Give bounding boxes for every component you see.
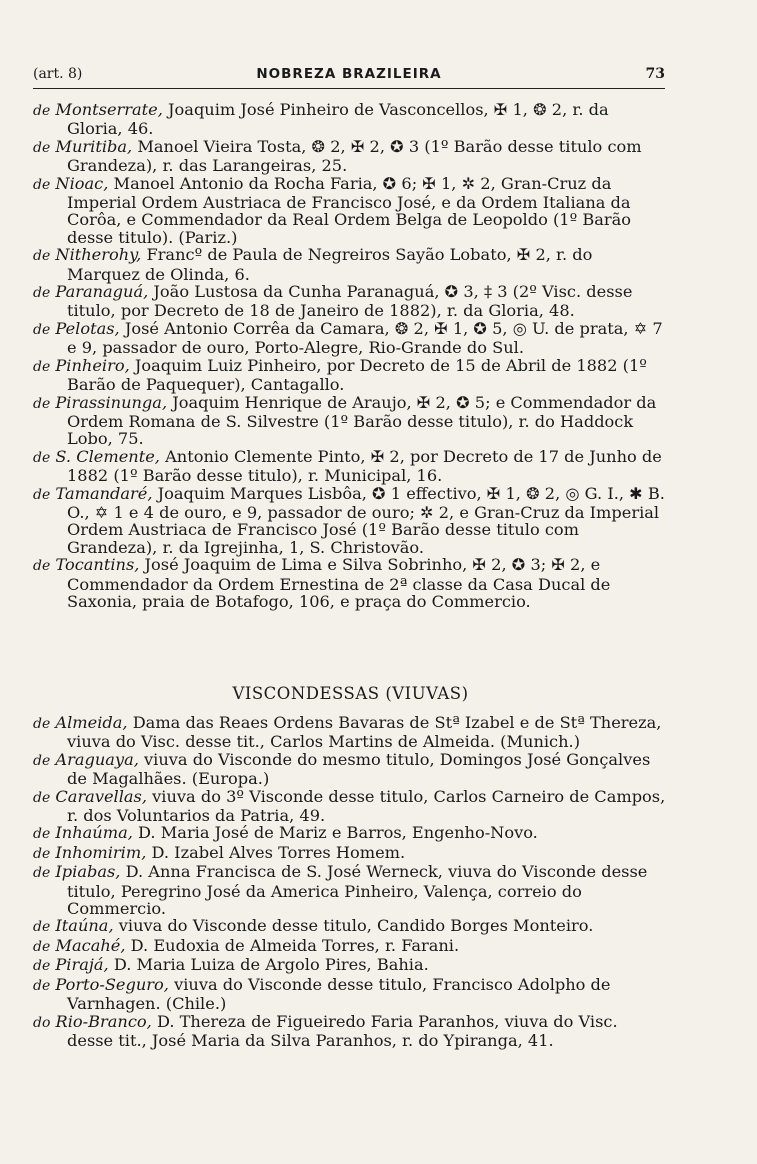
- list-item: de Paranaguá, João Lustosa da Cunha Paranaguá, ✪ 3, ‡ 3 (2º Visc. desse titulo, por Decreto de 18 de Janeiro de 1882), r. da Gloria, 48.: [33, 282, 633, 321]
- viscondes-list: [33, 101, 668, 610]
- list-item: de Caravellas, viuva do 3º Visconde desse titulo, Carlos Carneiro de Campos, r. dos Voluntarios da Patria, 49.: [33, 786, 666, 826]
- header-title: NOBREZA BRAZILEIRA: [256, 66, 442, 82]
- list-item: de Macahé, D. Eudoxia de Almeida Torres, r. Farani.: [33, 935, 460, 955]
- list-item: de S. Clemente, Antonio Clemente Pinto, ✠ 2, por Decreto de 17 de Junho de 1882 (1º Barão desse titulo), r. Municipal, 16.: [33, 446, 662, 486]
- list-item: de Itaúna, viuva do Visconde desse titulo, Candido Borges Monteiro.: [33, 916, 594, 936]
- list-item: de Inhomirim, D. Izabel Alves Torres Homem.: [33, 842, 406, 862]
- list-item: de Nitherohy, Francº de Paula de Negreiros Sayão Lobato, ✠ 2, r. do Marquez de Olinda, 6.: [33, 245, 593, 284]
- list-item: de Tamandaré, Joaquim Marques Lisbôa, ✪ 1 effectivo, ✠ 1, ❂ 2, ◎ G. I., ✱ B. O., ✡ 1 e 4 de ouro, e 9, passador de ouro; ✲ 2, e Gran-Cruz da Imperial Ordem Austriaca de Francisco José (1º Barão desse titulo com Grandeza), r. da Igrejinha, 1, S. Christovão.: [33, 483, 665, 557]
- list-item: de Montserrate, Joaquim José Pinheiro de Vasconcellos, ✠ 1, ❂ 2, r. da Gloria, 46.: [33, 100, 609, 139]
- list-item: de Inhaúma, D. Maria José de Mariz e Barros, Engenho-Novo.: [33, 823, 538, 843]
- list-item: de Pelotas, José Antonio Corrêa da Camara, ❂ 2, ✠ 1, ✪ 5, ◎ U. de prata, ✡ 7 e 9, passador de ouro, Porto-Alegre, Rio-Grande do Sul.: [33, 318, 663, 358]
- list-item: de Pinheiro, Joaquim Luiz Pinheiro, por Decreto de 15 de Abril de 1882 (1º Barão de Paquequer), Cantagallo.: [33, 355, 647, 395]
- list-item: de Pirassinunga, Joaquim Henrique de Araujo, ✠ 2, ✪ 5; e Commendador da Ordem Romana de S. Silvestre (1º Barão desse titulo), r. do Haddock Lobo, 75.: [33, 392, 657, 449]
- viscondessas-list: [33, 714, 668, 1049]
- list-item: de Porto-Seguro, viuva do Visconde desse titulo, Francisco Adolpho de Varnhagen. (Chile.): [33, 974, 611, 1014]
- list-item: de Nioac, Manoel Antonio da Rocha Faria, ✪ 6; ✠ 1, ✲ 2, Gran-Cruz da Imperial Ordem Austriaca de Francisco José, e da Ordem Italiana da Corôa, e Commendador da Real Ordem Belga de Leopoldo (1º Barão desse titulo). (Pariz.): [33, 173, 632, 247]
- section-heading: VISCONDESSAS (VIUVAS): [232, 684, 469, 703]
- list-item: de Muritiba, Manoel Vieira Tosta, ❂ 2, ✠ 2, ✪ 3 (1º Barão desse titulo com Grandeza), r. das Larangeiras, 25.: [33, 136, 642, 176]
- list-item: de Araguaya, viuva do Visconde do mesmo titulo, Domingos José Gonçalves de Magalhães. (Europa.): [33, 749, 651, 789]
- page-number: 73: [645, 66, 665, 82]
- list-item: do Rio-Branco, D. Thereza de Figueiredo Faria Paranhos, viuva do Visc. desse tit., José Maria da Silva Paranhos, r. do Ypiranga, 41.: [33, 1011, 618, 1050]
- list-item: de Tocantins, José Joaquim de Lima e Silva Sobrinho, ✠ 2, ✪ 3; ✠ 2, e Commendador da Ordem Ernestina de 2ª classe da Casa Ducal de Saxonia, praia de Botafogo, 106, e praça do Commercio.: [33, 555, 611, 611]
- list-item: de Ipiabas, D. Anna Francisca de S. José Werneck, viuva do Visconde desse titulo, Peregrino José da America Pinheiro, Valença, correio do Commercio.: [33, 862, 648, 919]
- header-article: (art. 8): [33, 66, 83, 82]
- list-item: de Almeida, Dama das Reaes Ordens Bavaras de Stª Izabel e de Stª Thereza, viuva do Visc. desse tit., Carlos Martins de Almeida. (Munich.): [33, 713, 662, 752]
- list-item: de Pirajá, D. Maria Luiza de Argolo Pires, Bahia.: [33, 955, 429, 975]
- running-header: [33, 66, 665, 89]
